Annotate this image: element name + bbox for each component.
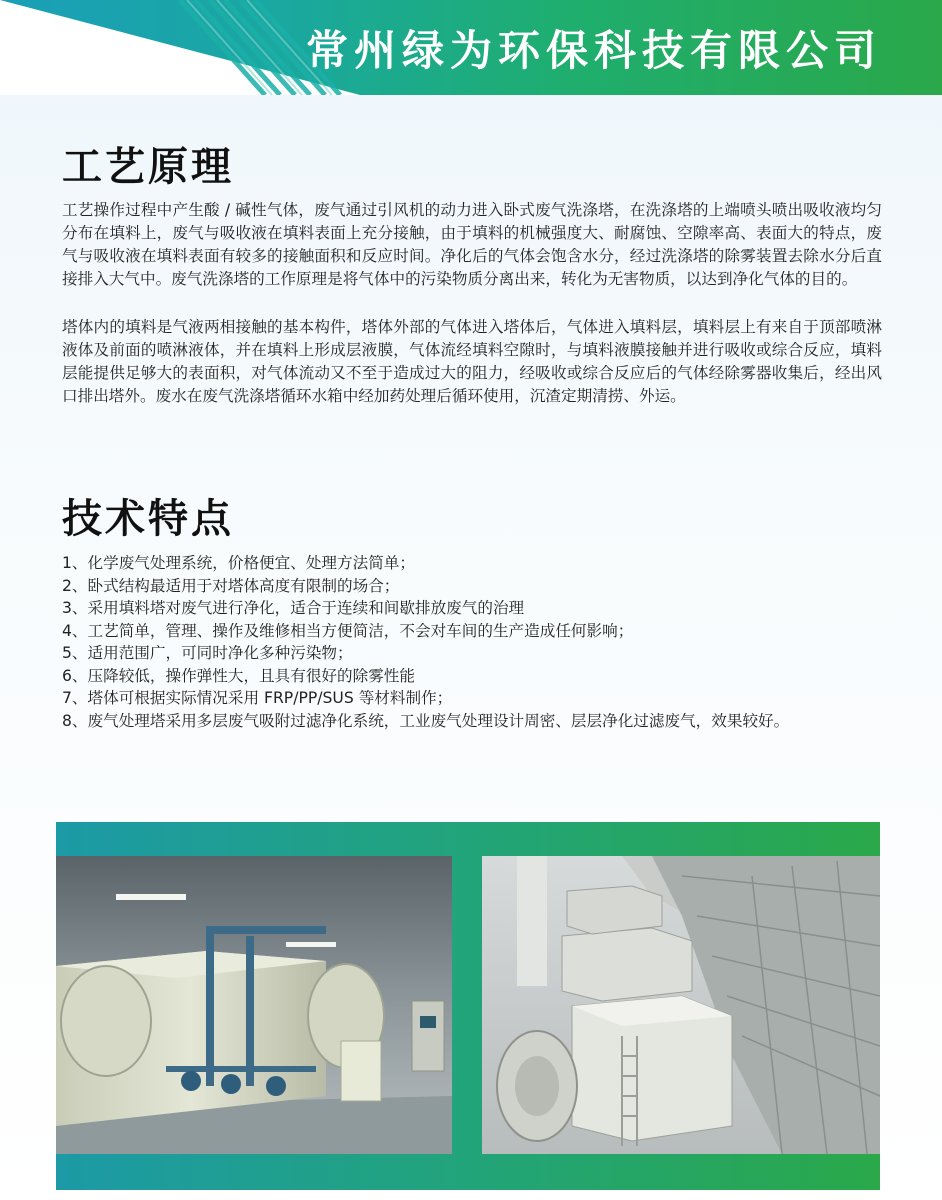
header-banner bbox=[0, 0, 942, 95]
feature-item: 8、 废气处理塔采用多层废气吸附过滤净化系统，工业废气处理设计周密、层层净化过滤废气，效果较好。 bbox=[62, 711, 790, 730]
indoor-scrubber-photo bbox=[56, 856, 452, 1154]
principle-paragraph-2: 塔体内的填料是气液两相接触的基本构件，塔体外部的气体进入塔体后，气体进入填料层，填料层上有来自于顶部喷淋液体及前面的喷淋液体，并在填料上形成层液膜，气体流经填料空隙时，与填料液膜接触并进行吸收或综合反应，填料层能提供足够大的表面积，对气体流动又不至于造成过大的阻力，经吸收或综合反应后的气体经除雾器收集后，经出风口排出塔外。废水在废气洗涤塔循环水箱中经加药处理后循环使用，沉渣定期清捞、外运。 bbox=[62, 318, 882, 405]
feature-item: 4、 工艺简单，管理、操作及维修相当方便简洁，不会对车间的生产造成任何影响； bbox=[62, 621, 634, 640]
feature-item: 2、 卧式结构最适用于对塔体高度有限制的场合； bbox=[62, 576, 400, 595]
feature-item: 3、 采用填料塔对废气进行净化，适合于连续和间歇排放废气的治理 bbox=[62, 599, 525, 617]
feature-item: 6、 压降较低，操作弹性大，且具有很好的除雾性能 bbox=[62, 666, 415, 685]
feature-item: 7、 塔体可根据实际情况采用 FRP/PP/SUS 等材料制作； bbox=[62, 689, 453, 707]
feature-item: 5、 适用范围广，可同时净化多种污染物； bbox=[62, 644, 353, 662]
features-title: 技术特点 bbox=[62, 496, 234, 542]
feature-item: 1、 化学废气处理系统，价格便宜、处理方法简单； bbox=[62, 554, 415, 572]
rooftop-scrubber-photo bbox=[482, 856, 880, 1154]
company-name: 常州绿为环保科技有限公司 bbox=[305, 26, 882, 75]
features-list bbox=[62, 552, 882, 732]
photo-panel bbox=[56, 822, 880, 1190]
principle-title: 工艺原理 bbox=[62, 144, 234, 190]
principle-paragraph-1: 工艺操作过程中产生酸 / 碱性气体，废气通过引风机的动力进入卧式废气洗涤塔，在洗涤塔的上端喷头喷出吸收液均匀分布在填料上，废气与吸收液在填料表面上充分接触，由于填料的机械强度大、耐腐蚀、空隙率高、表面大的特点，废气与吸收液在填料表面有较多的接触面积和反应时间。净化后的气体会饱含水分，经过洗涤塔的除雾装置去除水分后直接排入大气中。废气洗涤塔的工作原理是将气体中的污染物质分离出来，转化为无害物质，以达到净化气体的目的。 bbox=[62, 201, 882, 288]
